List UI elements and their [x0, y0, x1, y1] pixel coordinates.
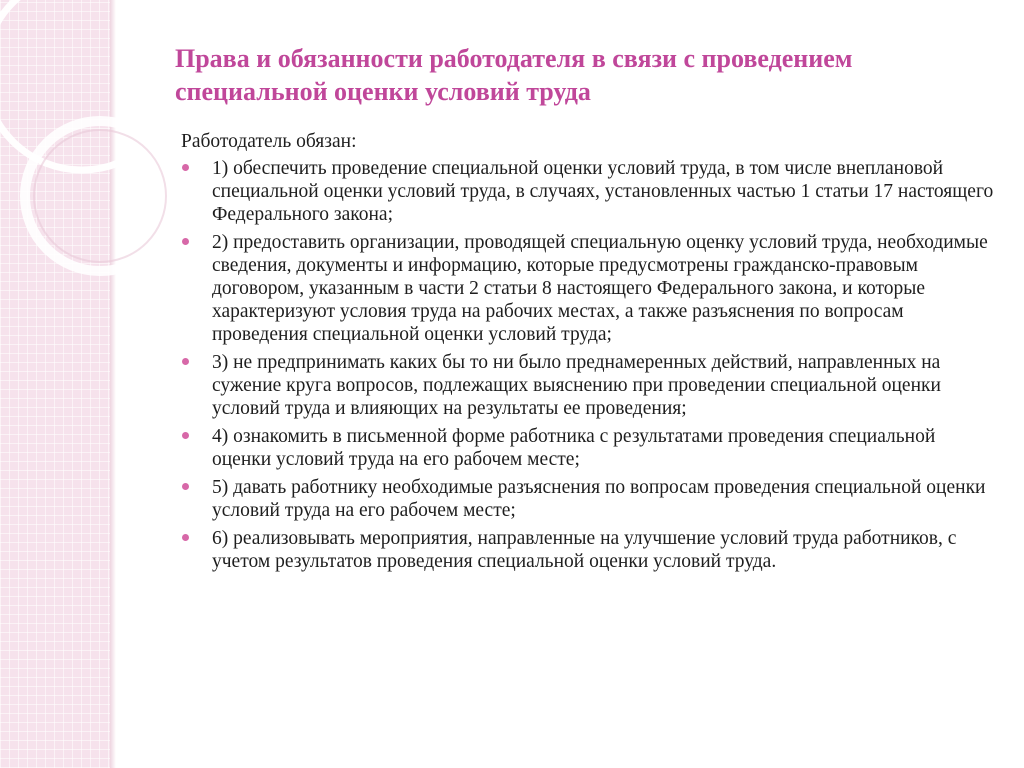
bullet-icon: [182, 164, 189, 171]
list-item: [181, 425, 996, 471]
list-item-text: 2) предоставить организации, проводящей специальную оценку условий труда, необходимые сведения, документы и информацию, которые предусмотрены гражданско-правовым договором, указанным в части 2 статьи 8 настоящего Федерального закона, и которые характеризуют условия труда на рабочих местах, а также разъяснения по вопросам проведения специальной оценки условий труда;: [212, 232, 988, 345]
decorative-circle-small: [25, 121, 175, 271]
list-item: [181, 527, 996, 573]
list-item: [181, 231, 996, 346]
list-item: [181, 351, 996, 420]
bullet-icon: [182, 483, 189, 490]
list-item-text: 3) не предпринимать каких бы то ни было преднамеренных действий, направленных на сужение круга вопросов, подлежащих выяснению при проведении специальной оценки условий труда и влияющих на результаты ее проведения;: [212, 352, 941, 419]
list-item-text: 1) обеспечить проведение специальной оценки условий труда, в том числе внеплановой специальной оценки условий труда, в случаях, установленных частью 1 статьи 17 настоящего Федерального закона;: [212, 158, 994, 225]
decorative-circle-shadow: [34, 130, 166, 262]
list-item-text: 5) давать работнику необходимые разъяснения по вопросам проведения специальной оценки условий труда на его рабочем месте;: [212, 477, 986, 521]
slide-title: Права и обязанности работодателя в связи с проведением специальной оценки условий труда: [175, 44, 853, 106]
bullet-icon: [182, 358, 189, 365]
list-item: [181, 157, 996, 226]
obligations-list: [181, 157, 996, 573]
slide-body: [181, 130, 996, 578]
bullet-icon: [182, 238, 189, 245]
list-item-text: 4) ознакомить в письменной форме работника с результатами проведения специальной оценки условий труда на его рабочем месте;: [212, 426, 936, 470]
bullet-icon: [182, 534, 189, 541]
list-item: [181, 476, 996, 522]
intro-text: Работодатель обязан:: [181, 131, 357, 152]
bullet-icon: [182, 432, 189, 439]
list-item-text: 6) реализовывать мероприятия, направленные на улучшение условий труда работников, с учетом результатов проведения специальной оценки условий труда.: [212, 528, 957, 572]
